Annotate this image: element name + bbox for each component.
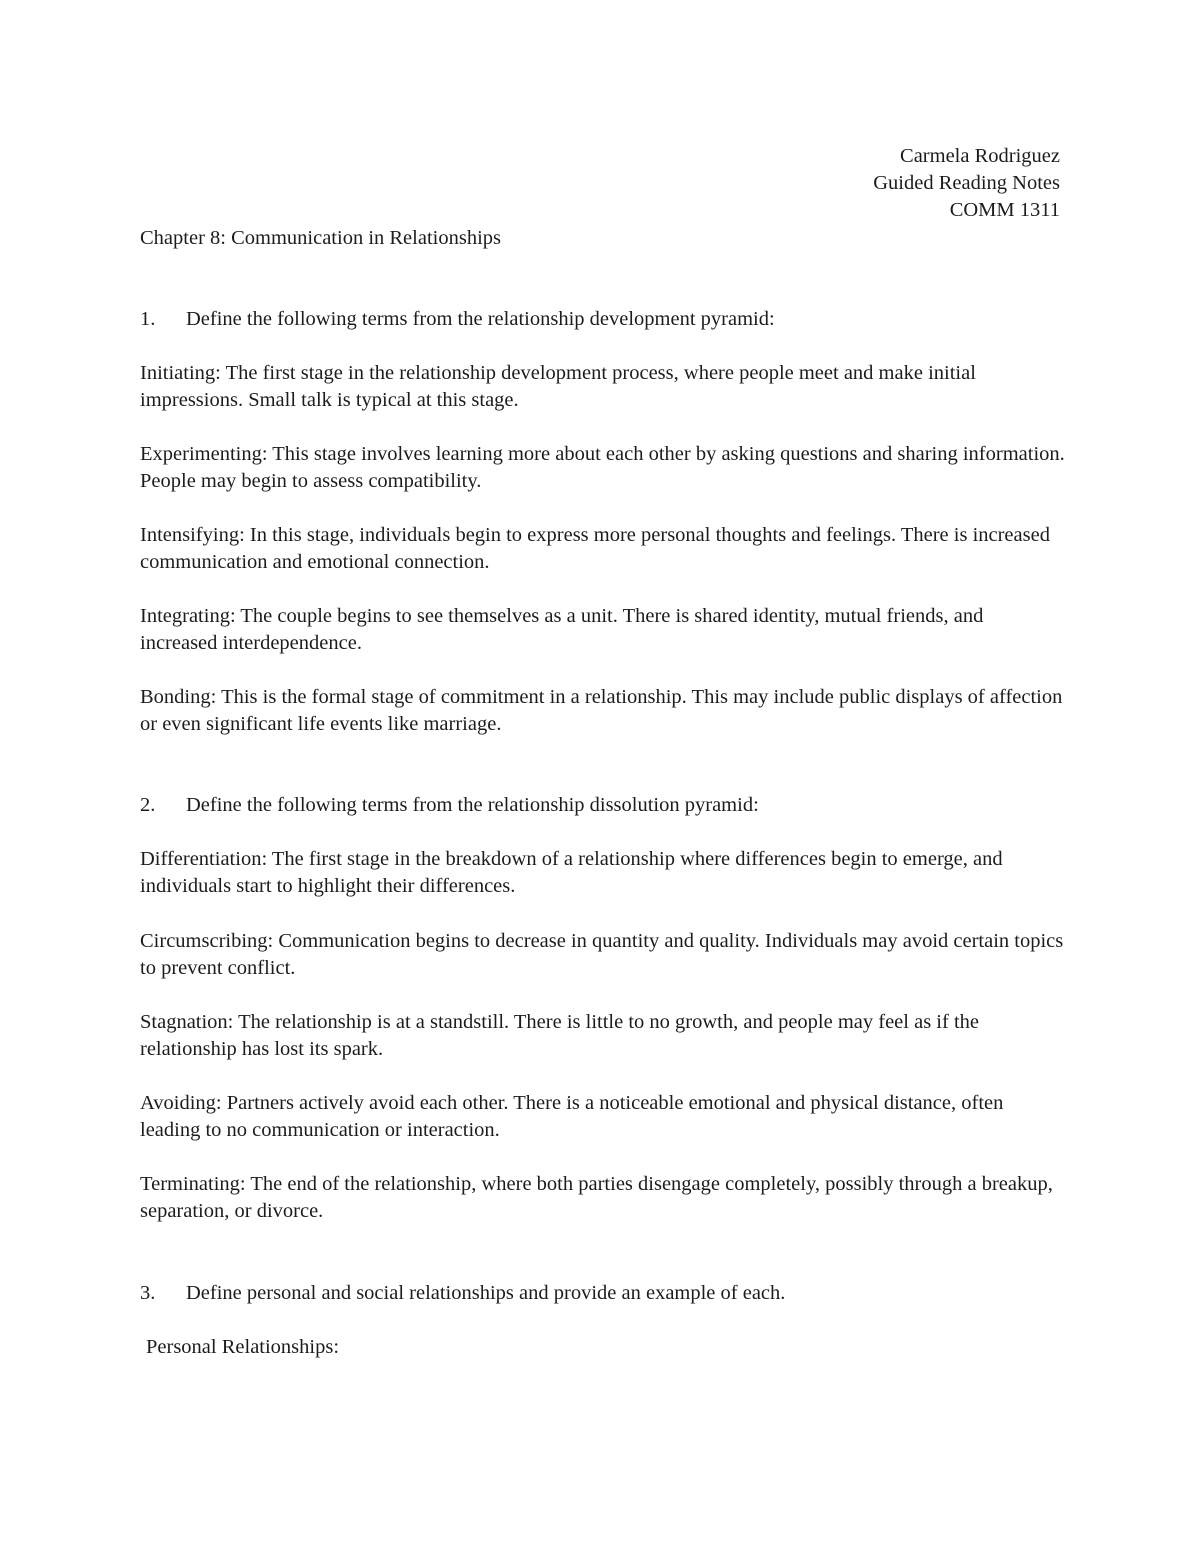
definition-text: This is the formal stage of commitment in a relationship. This may include public displays of affection or even significant life events like marriage.: [140, 686, 1063, 735]
definition-circumscribing: [140, 928, 1065, 982]
definition-term: Integrating:: [140, 605, 236, 627]
course-code: COMM 1311: [949, 199, 1060, 221]
definition-term: Avoiding:: [140, 1092, 222, 1114]
definition-experimenting: [140, 441, 1065, 495]
question-1: [140, 306, 775, 333]
definition-term: Experimenting:: [140, 443, 268, 465]
question-number: 2.: [140, 794, 156, 816]
question-3: [140, 1280, 785, 1307]
definition-term: Differentiation:: [140, 848, 268, 870]
definition-differentiation: [140, 846, 1065, 900]
question-prompt: Define the following terms from the relationship development pyramid:: [186, 308, 775, 330]
definition-text: Partners actively avoid each other. There is a noticeable emotional and physical distance, often leading to no communication or interaction.: [140, 1092, 1004, 1141]
definition-bonding: [140, 684, 1065, 738]
chapter-title: Chapter 8: Communication in Relationships: [140, 227, 501, 249]
definition-integrating: [140, 603, 1065, 657]
author-name: Carmela Rodriguez: [900, 145, 1060, 167]
definition-term: Circumscribing:: [140, 930, 274, 952]
definition-terminating: [140, 1171, 1065, 1225]
definition-text: This stage involves learning more about each other by asking questions and sharing information. People may begin to assess compatibility.: [140, 443, 1065, 492]
definition-text: The couple begins to see themselves as a unit. There is shared identity, mutual friends, and increased interdependence.: [140, 605, 984, 654]
definition-term: Stagnation:: [140, 1011, 234, 1033]
definition-text: Communication begins to decrease in quantity and quality. Individuals may avoid certain topics to prevent conflict.: [140, 930, 1064, 979]
document-type: Guided Reading Notes: [873, 172, 1060, 194]
definition-text: The end of the relationship, where both parties disengage completely, possibly through a breakup, separation, or divorce.: [140, 1173, 1053, 1222]
definition-text: The first stage in the breakdown of a relationship where differences begin to emerge, and individuals start to highlight their differences.: [140, 848, 1003, 897]
definition-term: Initiating:: [140, 362, 221, 384]
definition-stagnation: [140, 1009, 1065, 1063]
question-number: 3.: [140, 1282, 156, 1304]
question-prompt: Define personal and social relationships and provide an example of each.: [186, 1282, 786, 1304]
definition-initiating: [140, 360, 1065, 414]
definition-avoiding: [140, 1090, 1065, 1144]
question-prompt: Define the following terms from the relationship dissolution pyramid:: [186, 794, 759, 816]
definition-intensifying: [140, 522, 1065, 576]
personal-relationships-label: Personal Relationships:: [146, 1336, 340, 1358]
question-number: 1.: [140, 308, 156, 330]
definition-text: The first stage in the relationship development process, where people meet and make initial impressions. Small talk is typical at this stage.: [140, 362, 976, 411]
definition-term: Intensifying:: [140, 524, 245, 546]
definition-text: In this stage, individuals begin to express more personal thoughts and feelings. There is increased communication and emotional connection.: [140, 524, 1050, 573]
document-header: [873, 143, 1060, 224]
question-2: [140, 792, 759, 819]
definition-term: Terminating:: [140, 1173, 246, 1195]
definition-term: Bonding:: [140, 686, 217, 708]
definition-text: The relationship is at a standstill. There is little to no growth, and people may feel as if the relationship has lost its spark.: [140, 1011, 979, 1060]
